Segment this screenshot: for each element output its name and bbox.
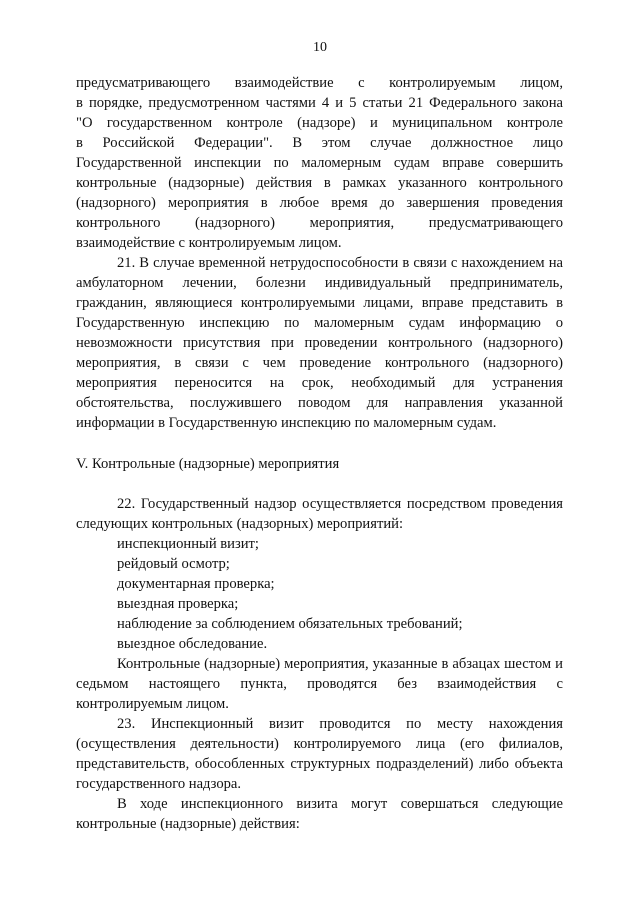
paragraph-21: 21. В случае временной нетрудоспособности в связи с нахождением на амбулаторном лечении, болезни индивидуальный предприниматель, гражданин, являющиеся контролируемыми лицами, вправе представить в Государственную инспекцию по маломерным судам информацию о невозможности присутствия при проведении контрольного (надзорного) мероприятия, в связи с чем проведение контрольного (надзорного) мероприятия переносится на срок, необходимый для устранения обстоятельства, послужившего поводом для направления указанной информации в Государственную инспекцию по маломерным судам.: [76, 255, 563, 431]
paragraph-22-note: Контрольные (надзорные) мероприятия, указанные в абзацах шестом и седьмом настоящего пункта, проводятся без взаимодействия с контролируемым лицом.: [76, 656, 563, 712]
list-item: рейдовый осмотр;: [117, 556, 230, 572]
text-line: контрольного (надзорного) мероприятия, предусматривающего: [76, 215, 563, 231]
text-line: в Российской Федерации". В этом случае должностное лицо: [76, 135, 563, 151]
paragraph-23: 23. Инспекционный визит проводится по месту нахождения (осуществления деятельности) контролируемого лица (его филиалов, представительств, обособленных структурных подразделений) либо объекта государственного надзора.: [76, 716, 563, 792]
text-line: в порядке, предусмотренном частями 4 и 5 статьи 21 Федерального закона: [76, 95, 563, 111]
list-item: наблюдение за соблюдением обязательных требований;: [117, 616, 463, 632]
paragraph-23-note: В ходе инспекционного визита могут совершаться следующие контрольные (надзорные) действия:: [76, 796, 563, 832]
text-line: Государственной инспекции по маломерным судам вправе совершить: [76, 155, 563, 171]
document-body: [76, 73, 563, 834]
text-line: "О государственном контроле (надзоре) и муниципальном контроле: [76, 115, 563, 131]
text-line: (надзорного) мероприятия в любое время до завершения проведения: [76, 195, 563, 211]
list-item: выездная проверка;: [117, 596, 239, 612]
list-item: инспекционный визит;: [117, 536, 259, 552]
measures-list: [76, 534, 563, 654]
text-line: взаимодействие с контролируемым лицом.: [76, 235, 342, 251]
section-heading: V. Контрольные (надзорные) мероприятия: [76, 456, 340, 472]
paragraph-22: 22. Государственный надзор осуществляется посредством проведения следующих контрольных (надзорных) мероприятий:: [76, 496, 563, 532]
text-line: контрольные (надзорные) действия в рамках указанного контрольного: [76, 175, 563, 191]
list-item: выездное обследование.: [117, 636, 268, 652]
list-item: документарная проверка;: [117, 576, 275, 592]
paragraph-continuation: [76, 73, 563, 253]
text-line: предусматривающего взаимодействие с контролируемым лицом,: [76, 75, 563, 91]
page-number: 10: [313, 40, 327, 55]
